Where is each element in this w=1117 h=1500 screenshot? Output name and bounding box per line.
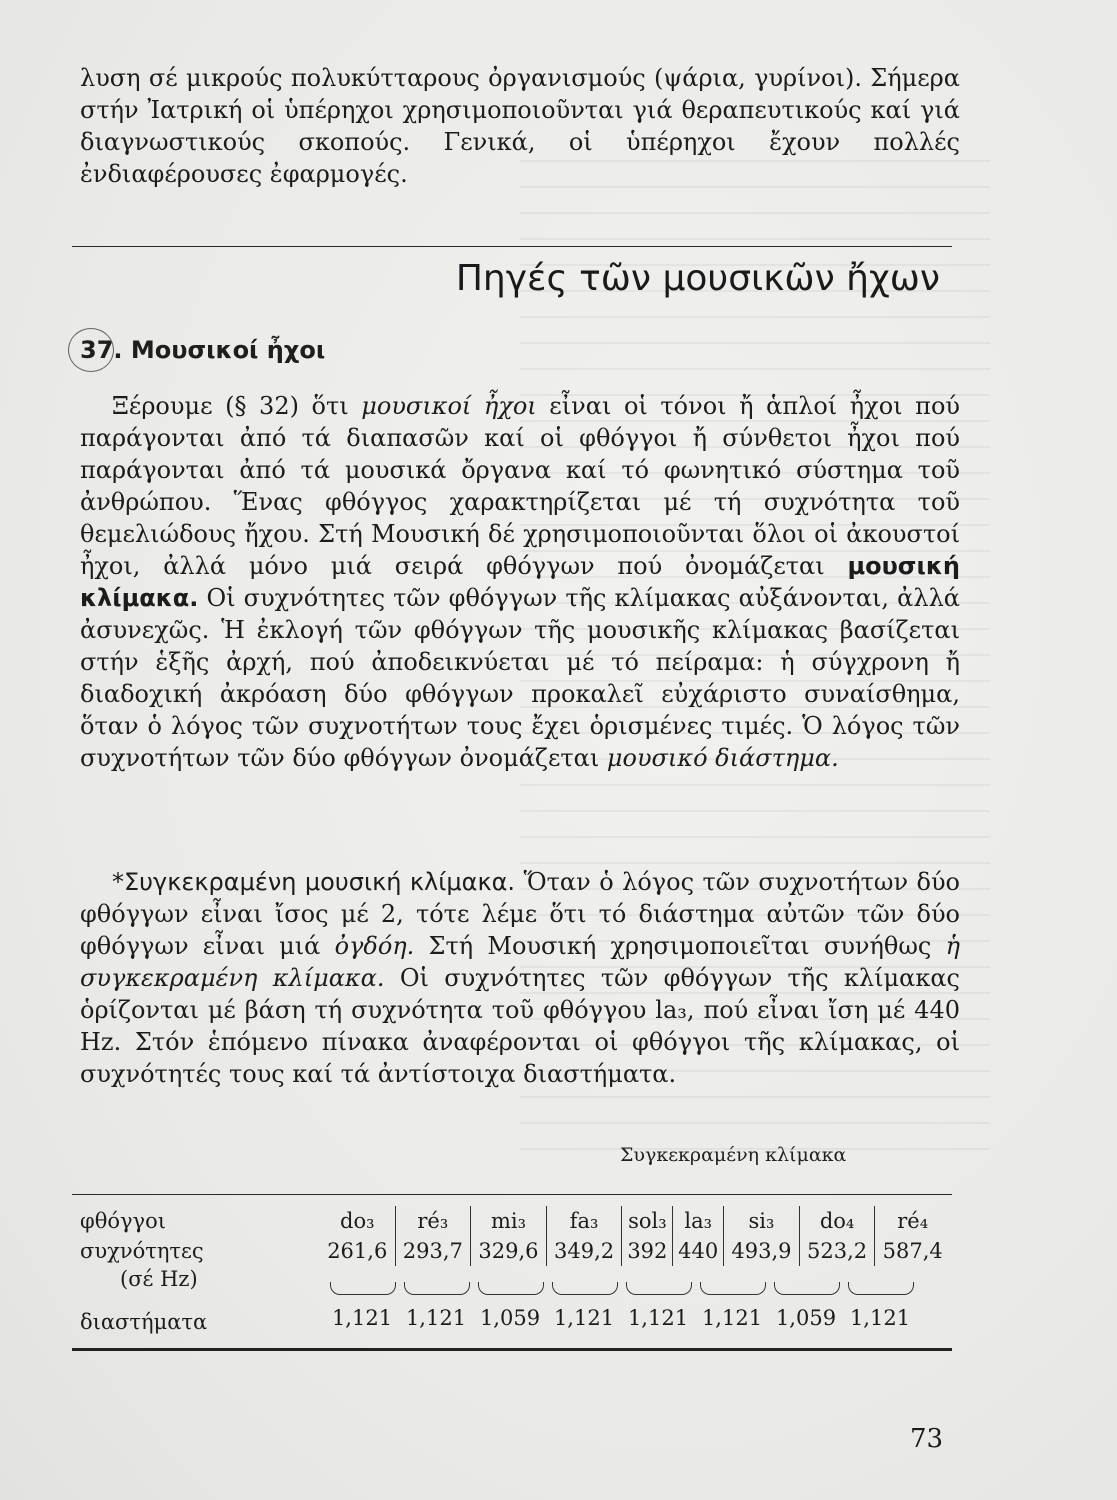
frequency-cell: 440	[673, 1236, 724, 1266]
interval-value: 1,059	[479, 1306, 541, 1330]
p2-text-f: Οἱ συχνότητες τῶν φθόγγων τῆς κλίμακας ὁρίζονται μέ βάση τή συχνότητα τοῦ φθόγγου la₃, πού εἶναι ἴση μέ 440 Hz. Στόν ἑπόμενο πίνακα ἀναφέρονται οἱ φθόγγοι τῆς κλίμακας, οἱ συχνότητές τους καί τά ἀντίστοιχα διαστήματα.	[80, 964, 960, 1088]
note-cell: sol₃	[622, 1206, 673, 1236]
intro-text: λυση σέ μικρούς πολυκύτταρους ὀργανισμούς (ψάρια, γυρίνοι). Σήμερα στήν Ἰατρική οἱ ὑπέρηχοι χρησιμοποιοῦνται γιά θεραπευτικούς καί γιά διαγνωστικούς σκοπούς. Γενικά, οἱ ὑπέρηχοι ἔχουν πολλές ἐνδιαφέρουσες ἐφαρμογές.	[80, 64, 960, 188]
body-paragraph-2	[80, 866, 960, 1090]
section-divider	[72, 246, 952, 247]
table-top-rule	[72, 1194, 952, 1195]
interval-value: 1,121	[553, 1306, 615, 1330]
interval-value: 1,121	[627, 1306, 689, 1330]
frequency-cell: 523,2	[799, 1236, 875, 1266]
table-row-frequencies	[80, 1236, 950, 1266]
frequency-cell: 587,4	[882, 1239, 943, 1263]
heading-dot: .	[113, 336, 131, 364]
frequency-cell: 329,6	[471, 1236, 547, 1266]
interval-value: 1,121	[405, 1306, 467, 1330]
paragraph-1	[80, 390, 960, 774]
p1-text-a: Ξέρουμε (§ 32) ὅτι	[112, 392, 362, 420]
note-cell: mi₃	[471, 1206, 547, 1236]
interval-value: 1,121	[849, 1306, 911, 1330]
row-label-notes: φθόγγοι	[80, 1209, 166, 1233]
intro-paragraph	[80, 62, 960, 190]
p2-heading-tempered-scale: *Συγκεκραμένη μουσική κλίμακα.	[112, 868, 516, 896]
interval-value: 1,121	[331, 1306, 393, 1330]
note-cell: do₄	[799, 1206, 875, 1236]
p1-term-musical-scale: μουσική κλίμακα.	[80, 552, 960, 612]
row-label-intervals: διαστήματα	[80, 1310, 208, 1334]
frequency-cell: 261,6	[320, 1236, 395, 1266]
table-row-intervals	[80, 1300, 950, 1340]
interval-brace	[848, 1282, 914, 1295]
p1-text-c: εἶναι οἱ τόνοι ἤ ἁπλοί ἦχοι πού παράγονται ἀπό τά διαπασῶν καί οἱ φθόγγοι ἤ σύνθετοι ἦχοι πού παράγονται ἀπό τά μουσικά ὄργανα καί τό φωνητικό σύστημα τοῦ ἀνθρώπου. Ἕνας φθόγγος χαρακτηρίζεται μέ τή συχνότητα τοῦ θεμελιώδους ἤχου. Στή Μουσική δέ χρησιμοποιοῦνται ὅλοι οἱ ἀκουστοί ἦχοι, ἀλλά μόνο μιά σειρά φθόγγων πού ὀνομάζεται	[80, 392, 960, 580]
p2-term-tempered-scale: ἡ συγκεκραμένη κλίμακα.	[80, 932, 960, 992]
paragraph-2	[80, 866, 960, 1090]
note-cell: la₃	[673, 1206, 724, 1236]
interval-brace	[478, 1282, 544, 1295]
interval-brace	[774, 1282, 840, 1295]
p2-text-d: Στή Μουσική χρησιμοποιεῖται συνήθως	[414, 932, 946, 960]
frequency-cell: 349,2	[546, 1236, 622, 1266]
note-cell: do₃	[320, 1206, 395, 1236]
table-bottom-rule	[72, 1348, 952, 1351]
note-cell: ré₃	[395, 1206, 471, 1236]
p2-text-b: Ὅταν ὁ λόγος τῶν συχνοτήτων δύο φθόγγων εἶναι ἴσος μέ 2, τότε λέμε ὅτι τό διάστημα αὐτῶν τῶν δύο φθόγγων εἶναι μιά	[80, 868, 960, 960]
row-label-unit: (σέ Hz)	[120, 1267, 198, 1291]
p1-term-interval: μουσικό διάστημα.	[606, 744, 839, 772]
frequency-cell: 293,7	[395, 1236, 471, 1266]
interval-brace	[330, 1282, 396, 1295]
interval-brace	[700, 1282, 766, 1295]
section-title: Πηγές τῶν μουσικῶν ἤχων	[455, 258, 940, 299]
row-label-frequencies: συχνότητες	[80, 1239, 204, 1263]
frequency-cell: 392	[622, 1236, 673, 1266]
p1-text-e: Οἱ συχνότητες τῶν φθόγγων τῆς κλίμακας αὐξάνονται, ἀλλά ἀσυνεχῶς. Ἡ ἐκλογή τῶν φθόγγων τῆς μουσικῆς κλίμακας βασίζεται στήν ἑξῆς ἀρχή, πού ἀποδεικνύεται μέ τό πείραμα: ἡ σύγχρονη ἤ διαδοχική ἀκρόαση δύο φθόγγων προκαλεῖ εὐχάριστο συναίσθημα, ὅταν ὁ λόγος τῶν συχνοτήτων τους ἔχει ὁρισμένες τιμές. Ὁ λόγος τῶν συχνοτήτων τῶν δύο φθόγγων ὀνομάζεται	[80, 584, 960, 772]
table-caption: Συγκεκραμένη κλίμακα	[620, 1144, 847, 1166]
table-row-notes	[80, 1206, 950, 1236]
interval-brace	[404, 1282, 470, 1295]
page-number: 73	[910, 1424, 944, 1454]
interval-value: 1,121	[701, 1306, 763, 1330]
subsection-heading	[80, 336, 325, 364]
p2-term-octave: ὀγδόη.	[334, 932, 415, 960]
subsection-number: 37	[80, 336, 114, 364]
note-cell: ré₄	[897, 1209, 929, 1233]
body-paragraph-1	[80, 390, 960, 774]
scale-table	[80, 1206, 950, 1292]
frequency-cell: 493,9	[724, 1236, 800, 1266]
interval-brace	[626, 1282, 692, 1295]
interval-value: 1,059	[775, 1306, 837, 1330]
p1-term-musical-sounds: μουσικοί ἦχοι	[361, 392, 537, 420]
note-cell: fa₃	[546, 1206, 622, 1236]
note-cell: si₃	[724, 1206, 800, 1236]
subsection-title: Μουσικοί ἦχοι	[130, 336, 326, 364]
interval-brace	[552, 1282, 618, 1295]
